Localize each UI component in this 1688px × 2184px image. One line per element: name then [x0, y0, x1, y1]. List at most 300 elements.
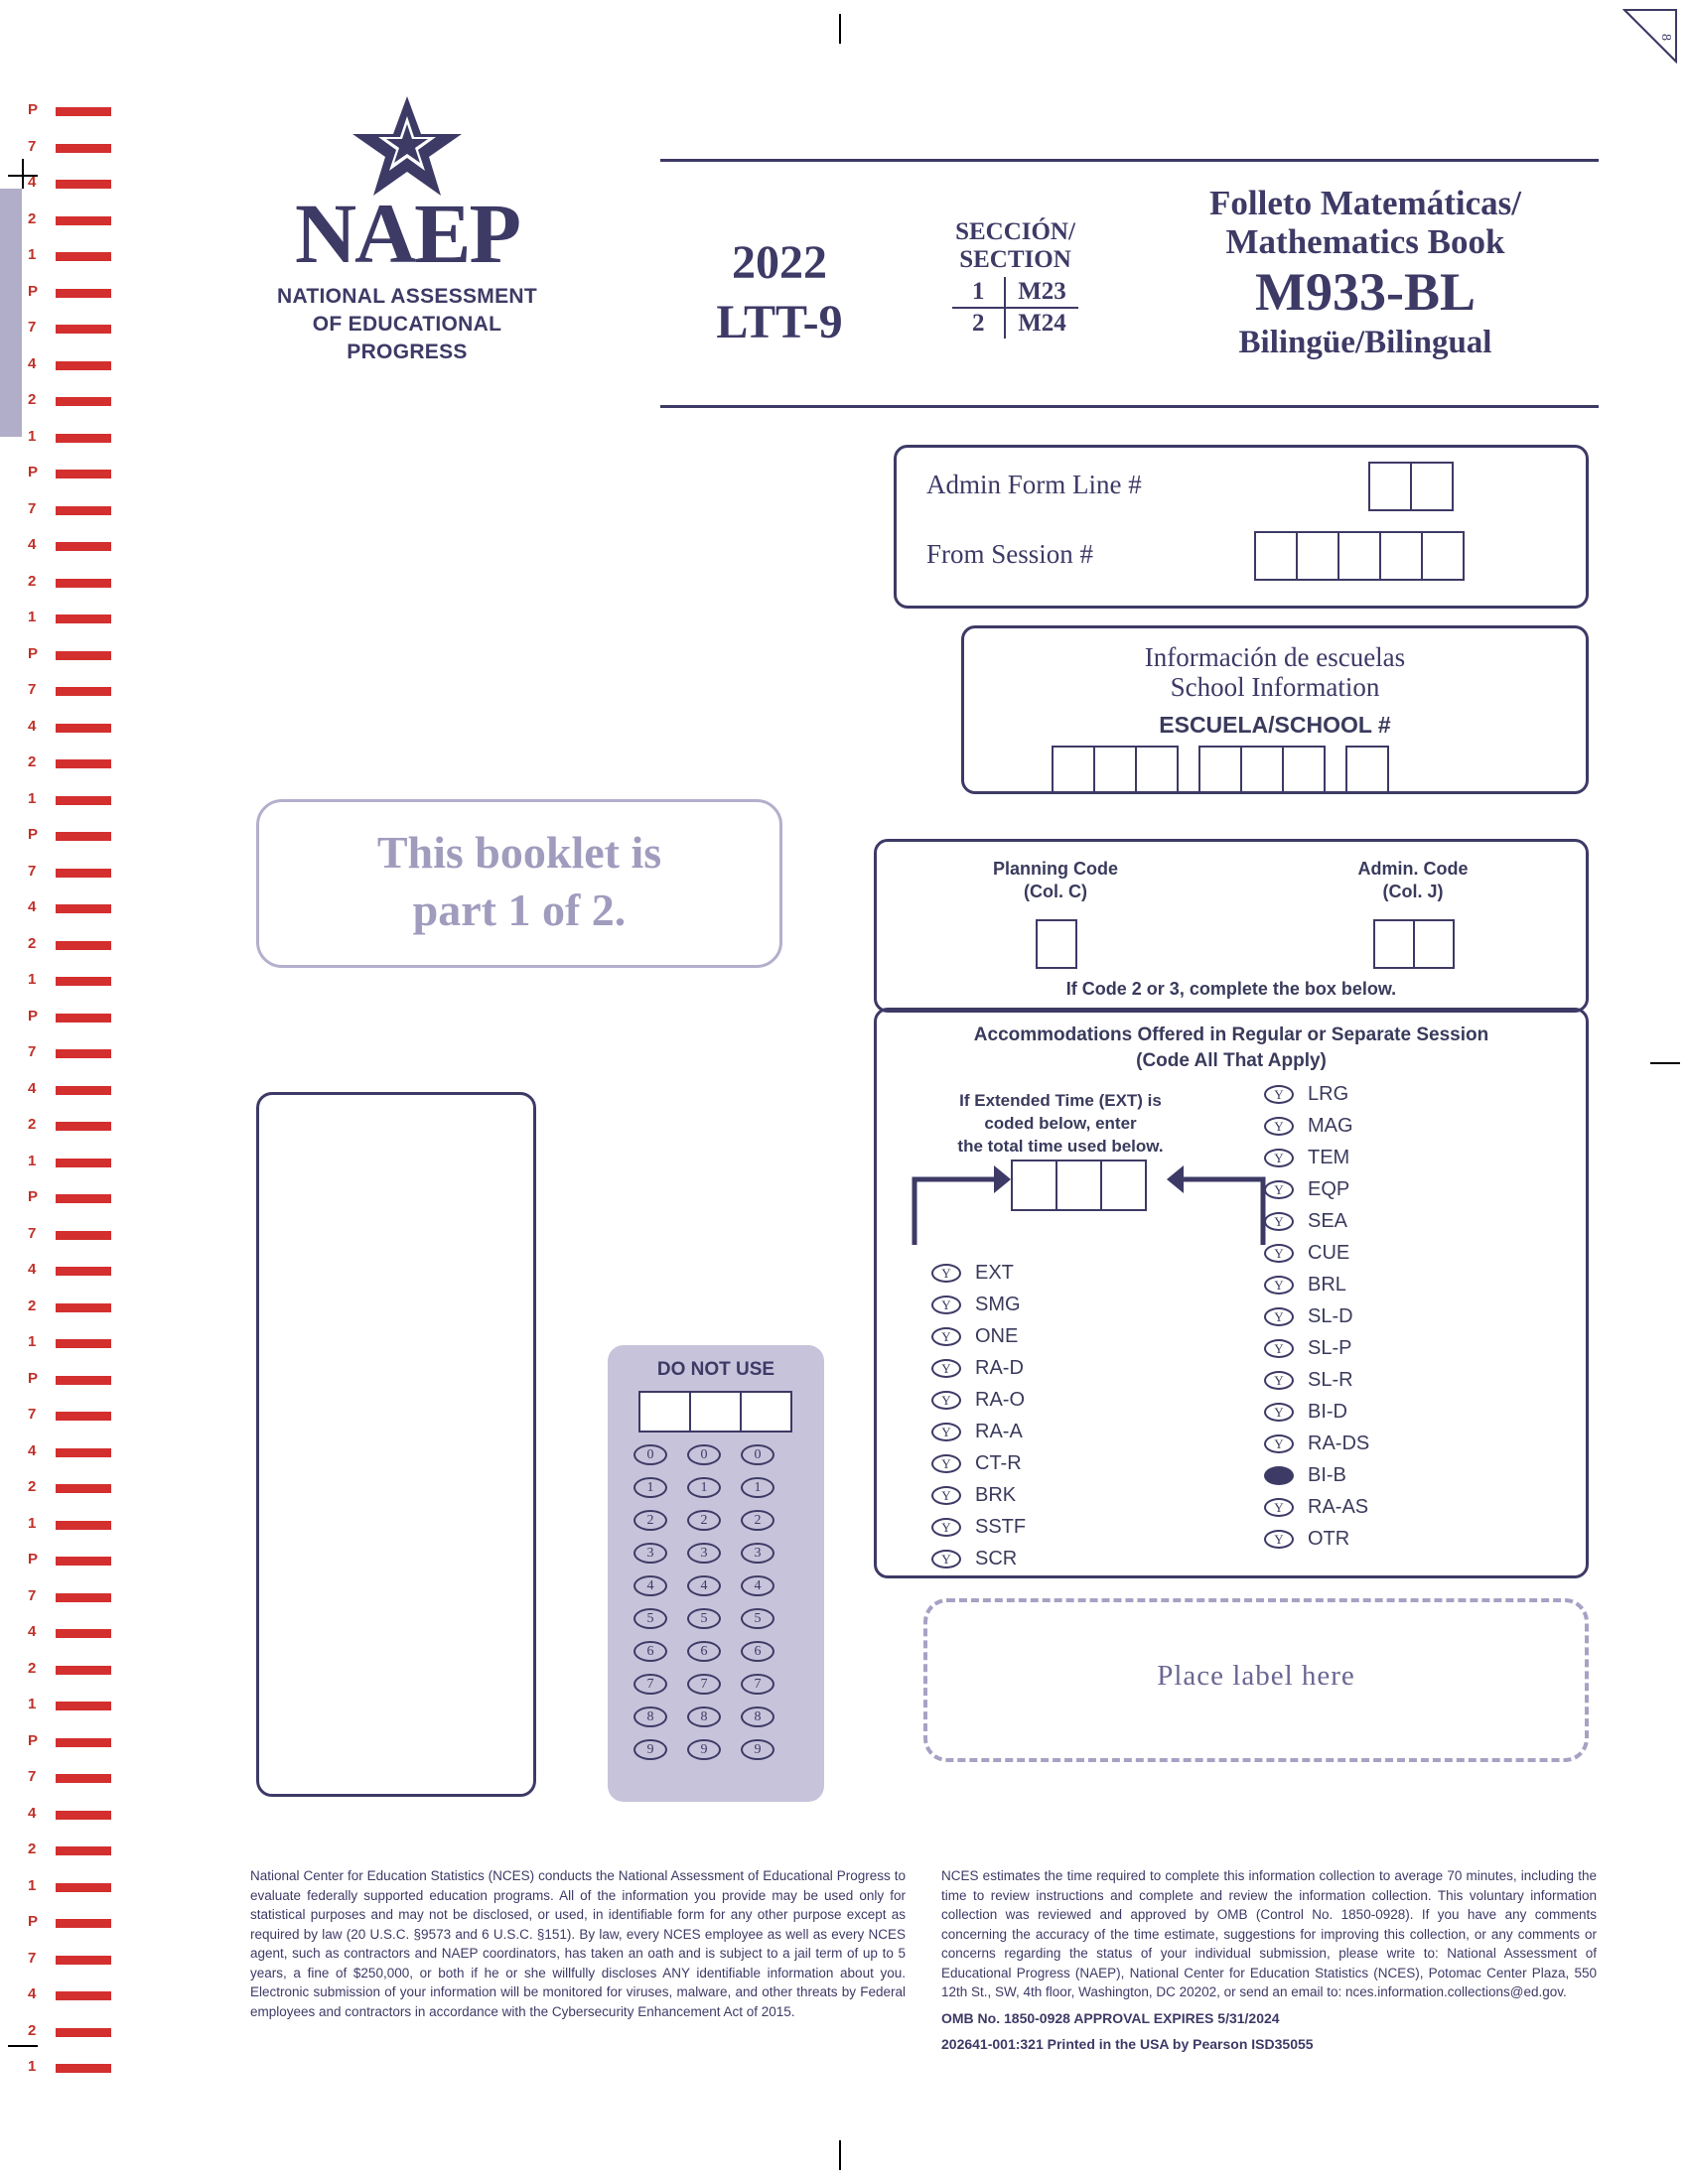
track-dash [56, 289, 111, 298]
digit-bubble[interactable]: 4 [687, 1575, 721, 1596]
accommodation-option[interactable] [1264, 1173, 1369, 1205]
track-row [28, 1223, 119, 1260]
digit-bubble[interactable]: 3 [741, 1543, 774, 1564]
entry-cell[interactable] [1413, 919, 1455, 969]
track-label: 4 [28, 1623, 37, 1640]
digit-bubble[interactable]: 0 [741, 1444, 774, 1465]
digit-bubble[interactable]: 8 [633, 1706, 667, 1727]
track-row [28, 244, 119, 281]
track-row [28, 1585, 119, 1622]
accommodation-bubble[interactable]: Y [931, 1486, 961, 1505]
track-label: 2 [28, 1841, 37, 1857]
accommodation-bubble[interactable]: Y [931, 1518, 961, 1537]
track-row [28, 136, 119, 173]
school-number-cells[interactable] [1052, 746, 1387, 793]
org-name-line-2: OF EDUCATIONAL [312, 313, 502, 337]
digit-bubble[interactable]: 0 [633, 1444, 667, 1465]
accommodation-option[interactable] [931, 1447, 1026, 1479]
section-label-en: SECTION [959, 245, 1071, 273]
do-not-use-box [608, 1345, 824, 1802]
accommodation-bubble[interactable]: Y [1264, 1530, 1294, 1549]
track-label: 2 [28, 2021, 37, 2039]
accommodation-option[interactable] [1264, 1396, 1369, 1428]
accommodation-option[interactable] [1264, 1428, 1369, 1459]
track-row [28, 1186, 119, 1223]
track-row [28, 1730, 119, 1767]
digit-bubble[interactable]: 6 [633, 1641, 667, 1662]
track-row [28, 1621, 119, 1658]
accommodation-option[interactable] [1264, 1523, 1369, 1555]
digit-row [633, 1674, 794, 1706]
track-dash [56, 687, 111, 696]
track-label: P [28, 1913, 39, 1930]
accommodation-option[interactable] [931, 1352, 1026, 1384]
accommodation-option[interactable] [931, 1479, 1026, 1511]
track-dash [56, 434, 111, 443]
accommodation-option[interactable] [1264, 1491, 1369, 1523]
track-row [28, 1476, 119, 1513]
accommodation-option[interactable] [1264, 1364, 1369, 1396]
timing-track [28, 99, 119, 2075]
track-dash [56, 796, 111, 805]
year-text: 2022 [732, 236, 827, 289]
extended-time-cells[interactable] [1011, 1160, 1145, 1211]
track-row [28, 1368, 119, 1405]
track-row [28, 607, 119, 643]
track-label: P [28, 644, 39, 662]
accommodation-label: SCR [975, 1548, 1018, 1570]
track-label: 4 [28, 1079, 37, 1097]
accommodation-label: SMG [975, 1294, 1021, 1315]
track-row [28, 353, 119, 390]
track-label: P [28, 101, 39, 118]
entry-cell[interactable] [1368, 462, 1412, 511]
track-row [28, 1440, 119, 1477]
accommodation-label: ONE [975, 1325, 1019, 1347]
star-icon [343, 94, 472, 200]
entry-cell[interactable] [1011, 1160, 1057, 1211]
blank-write-in-box[interactable] [256, 1092, 536, 1797]
track-dash [56, 252, 111, 261]
accommodation-bubble[interactable]: Y [1264, 1371, 1294, 1390]
track-dash [56, 1376, 111, 1385]
admin-code-label-line2: (Col. J) [1382, 882, 1444, 902]
entry-cell[interactable] [1345, 746, 1389, 793]
digit-bubble[interactable]: 9 [687, 1739, 721, 1760]
track-label: 2 [28, 1478, 37, 1495]
accommodation-label: SSTF [975, 1516, 1027, 1538]
track-dash [56, 1629, 111, 1638]
accommodation-label: SL-P [1308, 1337, 1352, 1359]
accommodation-bubble[interactable]: Y [1264, 1212, 1294, 1231]
entry-cell[interactable] [1052, 746, 1095, 793]
accommodation-bubble[interactable]: Y [1264, 1117, 1294, 1136]
accommodations-title-line2: (Code All That Apply) [1136, 1050, 1327, 1071]
org-name-line-1: NATIONAL ASSESSMENT [277, 284, 537, 308]
track-row [28, 861, 119, 897]
entry-cell[interactable] [1093, 746, 1137, 793]
booklet-part-line2: part 1 of 2. [412, 884, 627, 935]
entry-cell[interactable] [1198, 746, 1242, 793]
track-dash [56, 1738, 111, 1747]
digit-row [633, 1510, 794, 1543]
digit-bubble[interactable]: 2 [633, 1510, 667, 1531]
track-label: 1 [28, 1876, 37, 1894]
entry-cell[interactable] [1254, 531, 1298, 581]
track-row [28, 1803, 119, 1840]
track-dash [56, 759, 111, 768]
track-dash [56, 1811, 111, 1820]
track-label: 7 [28, 862, 37, 880]
track-dash [56, 1122, 111, 1131]
track-dash [56, 1049, 111, 1058]
accommodation-bubble[interactable]: Y [1264, 1403, 1294, 1422]
accommodation-bubble[interactable]: Y [931, 1454, 961, 1473]
school-info-title-en: School Information [1170, 672, 1380, 702]
accommodation-label: BRK [975, 1484, 1017, 1506]
accommodation-bubble[interactable]: Y [1264, 1276, 1294, 1295]
accommodation-bubble[interactable]: Y [931, 1327, 961, 1346]
place-label-text: Place label here [1157, 1660, 1355, 1692]
digit-bubble[interactable]: 8 [741, 1706, 774, 1727]
digit-bubble[interactable]: 5 [741, 1608, 774, 1629]
track-row [28, 1911, 119, 1948]
section-number: 2 [952, 308, 1005, 339]
track-dash [56, 941, 111, 950]
track-row [28, 2056, 119, 2093]
accommodations-right-column [1264, 1078, 1369, 1555]
track-dash [56, 1448, 111, 1457]
track-dash [56, 1412, 111, 1421]
track-label: 2 [28, 391, 37, 408]
digit-bubble[interactable]: 1 [741, 1477, 774, 1498]
track-label: 7 [28, 1586, 37, 1604]
track-label: 1 [28, 1333, 37, 1350]
digit-bubble[interactable]: 3 [633, 1543, 667, 1564]
entry-cell[interactable] [638, 1391, 691, 1433]
title-line-en: Mathematics Book [1225, 222, 1505, 262]
entry-cell[interactable] [1282, 746, 1326, 793]
track-label: 7 [28, 137, 37, 155]
track-label: 2 [28, 572, 37, 590]
track-dash [56, 1593, 111, 1602]
track-dash [56, 144, 111, 153]
track-dash [56, 506, 111, 515]
track-dash [56, 2028, 111, 2037]
track-label: 4 [28, 354, 37, 372]
accommodation-option[interactable] [1264, 1269, 1369, 1300]
track-label: P [28, 464, 39, 480]
track-row [28, 281, 119, 318]
track-row [28, 643, 119, 680]
track-row [28, 389, 119, 426]
accommodation-option[interactable] [931, 1543, 1026, 1574]
header-rule-top [660, 159, 1599, 162]
entry-cell[interactable] [1421, 531, 1465, 581]
track-row [28, 1006, 119, 1042]
admin-form-line-label: Admin Form Line # [926, 470, 1142, 499]
track-dash [56, 651, 111, 660]
track-row [28, 1078, 119, 1115]
digit-row [633, 1739, 794, 1772]
svg-text:8: 8 [1658, 34, 1673, 41]
track-row [28, 462, 119, 498]
entry-cell[interactable] [1240, 746, 1284, 793]
track-row [28, 1296, 119, 1332]
track-row [28, 1114, 119, 1151]
track-label: 4 [28, 174, 37, 191]
track-dash [56, 1919, 111, 1928]
accommodation-label: CT-R [975, 1452, 1022, 1474]
accommodation-bubble[interactable]: Y [931, 1391, 961, 1410]
accommodation-option[interactable] [931, 1416, 1026, 1447]
track-dash [56, 1303, 111, 1312]
planning-code-label-line2: (Col. C) [1024, 882, 1087, 902]
track-row [28, 933, 119, 970]
accommodation-label: EQP [1308, 1178, 1350, 1200]
accommodation-option[interactable] [1264, 1110, 1369, 1142]
track-dash [56, 542, 111, 551]
admin-form-box [894, 445, 1589, 609]
track-label: 1 [28, 246, 37, 263]
accommodation-label: SL-D [1308, 1305, 1353, 1327]
ext-note-line-2: coded below, enter [984, 1113, 1137, 1133]
track-dash [56, 614, 111, 623]
track-dash [56, 832, 111, 841]
track-row [28, 208, 119, 245]
accommodation-option[interactable] [1264, 1078, 1369, 1110]
track-dash [56, 1956, 111, 1965]
accommodation-bubble[interactable]: Y [931, 1264, 961, 1283]
track-dash [56, 1339, 111, 1348]
school-info-title-es: Información de escuelas [1144, 642, 1406, 672]
accommodation-label: RA-D [975, 1357, 1024, 1379]
accommodation-bubble[interactable]: Y [1264, 1180, 1294, 1199]
admin-form-line-cells[interactable] [1368, 462, 1452, 511]
track-dash [56, 1086, 111, 1095]
track-label: 2 [28, 934, 37, 952]
accommodation-bubble[interactable]: Y [931, 1423, 961, 1441]
accommodation-bubble[interactable]: Y [931, 1550, 961, 1569]
accommodation-option[interactable] [931, 1257, 1026, 1289]
accommodation-label: RA-A [975, 1421, 1023, 1442]
track-row [28, 172, 119, 208]
track-dash [56, 325, 111, 334]
track-label: 1 [28, 1152, 37, 1169]
accommodation-option[interactable] [1264, 1459, 1369, 1491]
track-row [28, 716, 119, 752]
entry-cell[interactable] [1296, 531, 1339, 581]
track-label: 1 [28, 971, 37, 988]
track-label: 4 [28, 898, 37, 915]
track-dash [56, 107, 111, 116]
accommodation-bubble[interactable]: Y [1264, 1307, 1294, 1326]
digit-bubble[interactable]: 7 [687, 1674, 721, 1695]
planning-code-label [907, 858, 1204, 904]
from-session-cells[interactable] [1254, 531, 1463, 581]
digit-bubble[interactable]: 6 [687, 1641, 721, 1662]
digit-bubble[interactable]: 0 [687, 1444, 721, 1465]
year-program-block [685, 233, 874, 352]
entry-cell[interactable] [689, 1391, 742, 1433]
entry-cell[interactable] [1036, 919, 1077, 969]
digit-bubble[interactable]: 8 [687, 1706, 721, 1727]
accommodation-option[interactable] [931, 1511, 1026, 1543]
track-row [28, 1948, 119, 1984]
accommodation-bubble[interactable]: Y [1264, 1244, 1294, 1263]
accommodation-option[interactable] [931, 1320, 1026, 1352]
track-dash [56, 1159, 111, 1167]
digit-bubble[interactable]: 1 [687, 1477, 721, 1498]
track-row [28, 788, 119, 825]
digit-bubble[interactable]: 5 [633, 1608, 667, 1629]
digit-bubble[interactable]: 5 [687, 1608, 721, 1629]
digit-bubble[interactable]: 4 [633, 1575, 667, 1596]
track-dash [56, 2064, 111, 2073]
track-row [28, 751, 119, 788]
accommodation-bubble[interactable]: Y [931, 1296, 961, 1314]
accommodation-label: LRG [1308, 1083, 1349, 1105]
track-dash [56, 904, 111, 913]
digit-bubble[interactable]: 7 [633, 1674, 667, 1695]
track-label: 2 [28, 209, 37, 227]
accommodation-bubble[interactable] [1264, 1466, 1294, 1485]
track-label: 7 [28, 1224, 37, 1242]
track-row [28, 1658, 119, 1695]
accommodation-label: RA-DS [1308, 1433, 1370, 1454]
track-row [28, 1513, 119, 1550]
crop-mark-left-vert [22, 159, 24, 189]
entry-cell[interactable] [740, 1391, 792, 1433]
entry-cell[interactable] [1410, 462, 1454, 511]
track-dash [56, 1557, 111, 1566]
booklet-part-box [256, 799, 782, 968]
do-not-use-cells[interactable] [638, 1391, 790, 1433]
section-table [952, 277, 1078, 339]
track-dash [56, 579, 111, 588]
track-row [28, 571, 119, 608]
accommodation-option[interactable] [1264, 1332, 1369, 1364]
track-label: 7 [28, 499, 37, 517]
school-number-label: ESCUELA/SCHOOL # [1159, 712, 1391, 738]
do-not-use-bubble-grid[interactable] [633, 1444, 794, 1772]
place-label-area[interactable] [923, 1598, 1589, 1762]
section-code: M24 [1018, 310, 1066, 337]
track-row [28, 2020, 119, 2057]
track-label: 7 [28, 681, 37, 698]
accommodation-bubble[interactable]: Y [1264, 1498, 1294, 1517]
accommodation-option[interactable] [1264, 1237, 1369, 1269]
track-label: 1 [28, 2058, 37, 2075]
entry-cell[interactable] [1337, 531, 1381, 581]
track-label: P [28, 1551, 39, 1568]
track-label: P [28, 1731, 39, 1749]
program-text: LTT-9 [716, 296, 843, 348]
entry-cell[interactable] [1100, 1160, 1147, 1211]
track-dash [56, 1774, 111, 1783]
accommodation-bubble[interactable]: Y [1264, 1339, 1294, 1358]
accommodation-bubble[interactable]: Y [1264, 1149, 1294, 1167]
naep-logo-block [243, 94, 571, 367]
track-dash [56, 977, 111, 986]
accommodation-option[interactable] [1264, 1205, 1369, 1237]
track-dash [56, 216, 111, 225]
entry-cell[interactable] [1373, 919, 1415, 969]
track-row [28, 1766, 119, 1803]
track-row [28, 498, 119, 535]
accommodation-bubble[interactable]: Y [931, 1359, 961, 1378]
track-dash [56, 724, 111, 733]
track-row [28, 1983, 119, 2020]
track-label: 7 [28, 1043, 37, 1060]
digit-row [633, 1543, 794, 1575]
accommodation-label: TEM [1308, 1147, 1350, 1168]
digit-bubble[interactable]: 2 [741, 1510, 774, 1531]
track-row [28, 1549, 119, 1585]
accommodation-label: BRL [1308, 1274, 1346, 1296]
digit-bubble[interactable]: 9 [741, 1739, 774, 1760]
digit-bubble[interactable]: 2 [687, 1510, 721, 1531]
code-box-note: If Code 2 or 3, complete the box below. [1065, 979, 1397, 999]
digit-bubble[interactable]: 1 [633, 1477, 667, 1498]
digit-bubble[interactable]: 3 [687, 1543, 721, 1564]
entry-cell[interactable] [1135, 746, 1179, 793]
from-session-label: From Session # [926, 539, 1094, 569]
entry-cell[interactable] [1055, 1160, 1102, 1211]
track-row [28, 1839, 119, 1875]
digit-bubble[interactable]: 6 [741, 1641, 774, 1662]
digit-bubble[interactable]: 7 [741, 1674, 774, 1695]
crop-mark-top [839, 14, 841, 44]
ext-note-line-1: If Extended Time (EXT) is [959, 1091, 1162, 1110]
title-line-es: Folleto Matemáticas/ [1209, 184, 1521, 222]
track-dash [56, 1521, 111, 1530]
accommodation-label: MAG [1308, 1115, 1353, 1137]
track-label: P [28, 1188, 39, 1205]
accommodations-title-line1: Accommodations Offered in Regular or Separate Session [973, 1024, 1489, 1045]
track-dash [56, 1846, 111, 1855]
admin-code-cells[interactable] [1373, 919, 1453, 969]
accommodation-option[interactable] [1264, 1300, 1369, 1332]
digit-row [633, 1608, 794, 1641]
accommodation-label: RA-AS [1308, 1496, 1369, 1518]
accommodation-option[interactable] [931, 1384, 1026, 1416]
track-row [28, 426, 119, 463]
accommodation-option[interactable] [1264, 1142, 1369, 1173]
accommodation-bubble[interactable]: Y [1264, 1434, 1294, 1453]
entry-cell[interactable] [1379, 531, 1423, 581]
planning-code-cells[interactable] [1036, 919, 1075, 969]
track-dash [56, 869, 111, 878]
track-dash [56, 1014, 111, 1023]
track-label: 4 [28, 536, 37, 553]
header-rule-bottom [660, 405, 1599, 408]
planning-code-label-line1: Planning Code [993, 859, 1118, 879]
track-dash [56, 1666, 111, 1675]
digit-bubble[interactable]: 9 [633, 1739, 667, 1760]
digit-bubble[interactable]: 4 [741, 1575, 774, 1596]
accommodation-bubble[interactable]: Y [1264, 1085, 1294, 1104]
side-tab-marker [0, 189, 22, 437]
title-bilingual: Bilingüe/Bilingual [1238, 324, 1492, 360]
accommodation-option[interactable] [931, 1289, 1026, 1320]
arrow-left-icon [907, 1158, 1011, 1247]
school-information-box [961, 625, 1589, 794]
track-dash [56, 361, 111, 370]
digit-row [633, 1477, 794, 1510]
section-code: M23 [1005, 277, 1078, 308]
section-block [933, 218, 1097, 339]
